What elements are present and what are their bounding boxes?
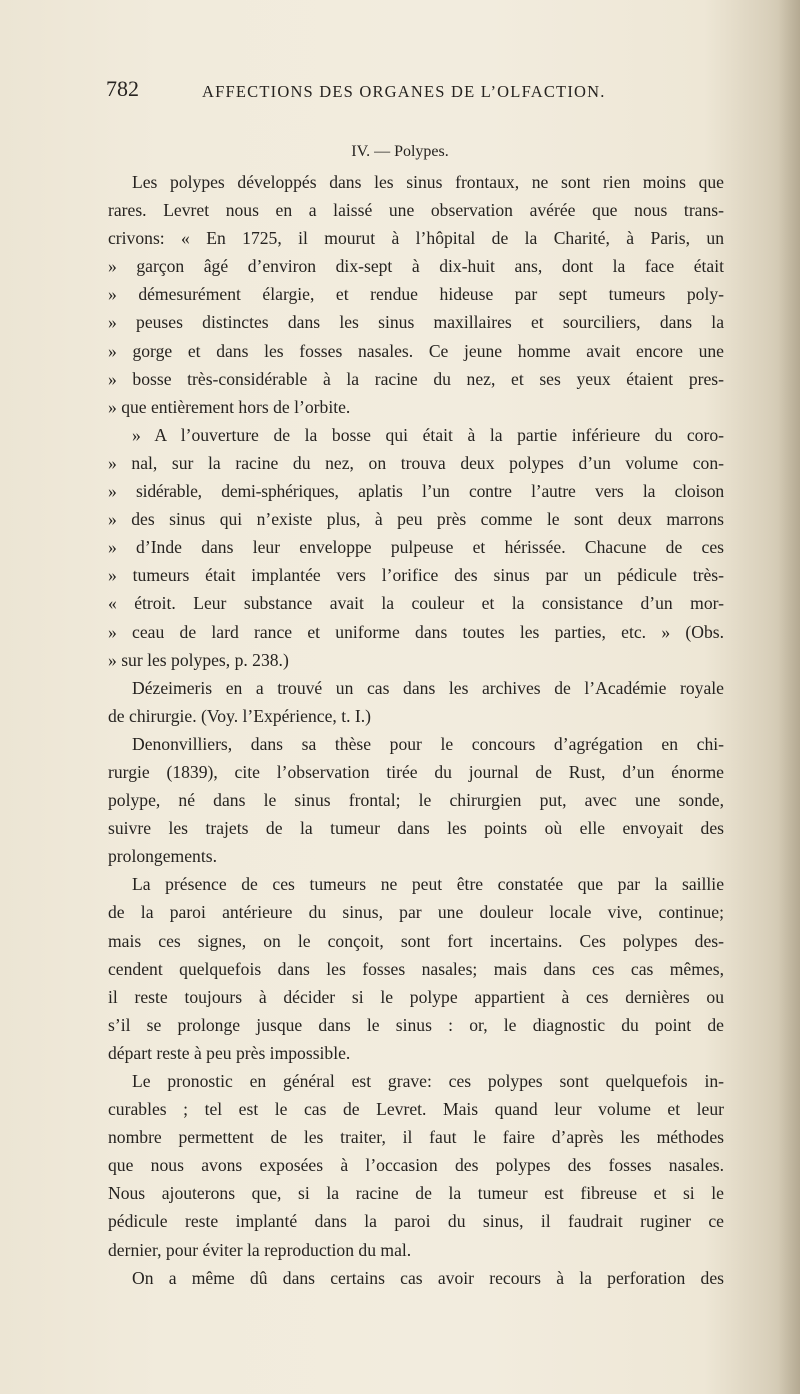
- text-line: cendent quelquefois dans les fosses nasales; mais dans ces cas mêmes,: [108, 958, 724, 979]
- text-line: » sidérable, demi-sphériques, aplatis l’un contre l’autre vers la cloison: [108, 481, 724, 502]
- text-line: il reste toujours à décider si le polype appartient à ces dernières ou: [108, 986, 724, 1007]
- text-line: » que entièrement hors de l’orbite.: [108, 396, 351, 417]
- text-line: s’il se prolonge jusque dans le sinus : or, le diagnostic du point de: [108, 1014, 724, 1035]
- text-line: » sur les polypes, p. 238.): [108, 649, 289, 670]
- text-line: suivre les trajets de la tumeur dans les points où elle envoyait des: [108, 818, 724, 839]
- text-line: départ reste à peu près impossible.: [108, 1042, 351, 1063]
- text-line: » peuses distinctes dans les sinus maxillaires et sourciliers, dans la: [108, 312, 724, 333]
- text-line: curables ; tel est le cas de Levret. Mais quand leur volume et leur: [108, 1099, 724, 1120]
- body-text: [108, 168, 724, 1292]
- text-line: « étroit. Leur substance avait la couleur et la consistance d’un mor-: [108, 593, 724, 614]
- text-line: Le pronostic en général est grave: ces polypes sont quelquefois in-: [132, 1071, 724, 1091]
- text-line: mais ces signes, on le conçoit, sont fort incertains. Ces polypes des-: [108, 930, 724, 951]
- text-line: prolongements.: [108, 846, 217, 867]
- text-line: Dézeimeris en a trouvé un cas dans les archives de l’Académie royale: [132, 677, 724, 698]
- text-line: » tumeurs était implantée vers l’orifice des sinus par un pédicule très-: [108, 565, 724, 586]
- text-line: » nal, sur la racine du nez, on trouva deux polypes d’un volume con-: [108, 452, 724, 473]
- text-line: crivons: « En 1725, il mourut à l’hôpital de la Charité, à Paris, un: [108, 228, 724, 249]
- text-line: dernier, pour éviter la reproduction du mal.: [108, 1239, 412, 1260]
- text-line: » des sinus qui n’existe plus, à peu près comme le sont deux marrons: [108, 509, 724, 530]
- text-line: polype, né dans le sinus frontal; le chirurgien put, avec une sonde,: [108, 790, 724, 811]
- text-line: » garçon âgé d’environ dix-sept à dix-huit ans, dont la face était: [108, 256, 724, 277]
- text-line: » d’Inde dans leur enveloppe pulpeuse et hérissée. Chacune de ces: [108, 537, 724, 558]
- text-line: » démesurément élargie, et rendue hideuse par sept tumeurs poly-: [108, 284, 724, 305]
- text-line: pédicule reste implanté dans la paroi du sinus, il faudrait ruginer ce: [108, 1211, 724, 1232]
- text-line: rurgie (1839), cite l’observation tirée du journal de Rust, d’un énorme: [108, 761, 724, 782]
- text-line: de chirurgie. (Voy. l’Expérience, t. I.): [108, 705, 371, 726]
- text-line: Denonvilliers, dans sa thèse pour le concours d’agrégation en chi-: [132, 733, 724, 754]
- text-line: de la paroi antérieure du sinus, par une douleur locale vive, continue;: [108, 902, 724, 923]
- running-title: AFFECTIONS DES ORGANES DE L’OLFACTION.: [202, 82, 606, 101]
- text-line: nombre permettent de les traiter, il faut le faire d’après les méthodes: [108, 1127, 724, 1148]
- text-line: que nous avons exposées à l’occasion des polypes des fosses nasales.: [108, 1155, 724, 1176]
- text-line: Nous ajouterons que, si la racine de la tumeur est fibreuse et si le: [108, 1183, 724, 1204]
- text-line: » bosse très-considérable à la racine du nez, et ses yeux étaient pres-: [108, 368, 724, 389]
- section-title: IV. — Polypes.: [351, 143, 449, 160]
- text-line: » gorge et dans les fosses nasales. Ce jeune homme avait encore une: [108, 340, 724, 361]
- running-head: [106, 76, 726, 106]
- text-line: » A l’ouverture de la bosse qui était à la partie inférieure du coro-: [132, 424, 724, 445]
- text-line: On a même dû dans certains cas avoir recours à la perforation des: [132, 1267, 724, 1288]
- text-line: rares. Levret nous en a laissé une observation avérée que nous trans-: [108, 200, 724, 221]
- text-line: » ceau de lard rance et uniforme dans toutes les parties, etc. » (Obs.: [108, 621, 724, 642]
- page-number: 782: [106, 76, 139, 101]
- text-line: La présence de ces tumeurs ne peut être constatée que par la saillie: [132, 874, 724, 895]
- text-line: Les polypes développés dans les sinus frontaux, ne sont rien moins que: [132, 172, 724, 192]
- page-edge-shadow: [778, 0, 800, 1394]
